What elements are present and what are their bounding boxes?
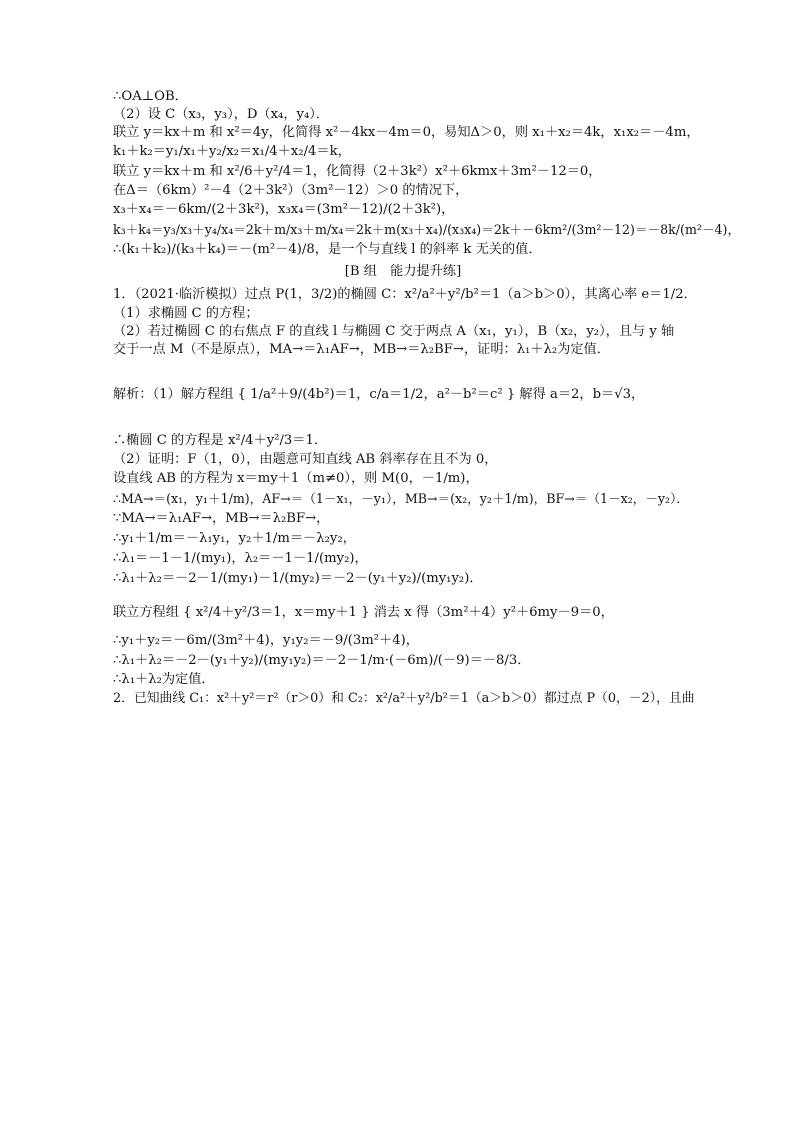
text-line: ∴λ₁＋λ₂＝－2－1/(my₁)－1/(my₂)＝－2－(y₁＋y₂)/(my₁y₂)． xyxy=(113,571,483,586)
text-line: （1）求椭圆 C 的方程； xyxy=(113,306,259,321)
text-line: ∴MA→＝(x₁，y₁＋1/m)，AF→＝（1－x₁，－y₁），MB→＝(x₂，y₂＋1/m)，BF→＝（1－x₂，－y₂）． xyxy=(113,491,689,506)
text-line: ∴OA⊥OB． xyxy=(113,89,188,104)
text-line: 设直线 AB 的方程为 x＝my＋1（m≠0），则 M(0，－1/m)， xyxy=(113,471,479,486)
text-line: （2）设 C（x₃，y₃），D（x₄，y₄）． xyxy=(113,107,330,122)
text-line: 联立方程组 { x²/4＋y²/3＝1，x＝my＋1 } 消去 x 得（3m²＋4）y²＋6my－9＝0， xyxy=(113,605,614,620)
text-line: 交于一点 M（不是原点），MA→＝λ₁AF→，MB→＝λ₂BF→，证明：λ₁＋λ₂为定值． xyxy=(113,342,610,357)
text-line: k₁＋k₂＝y₁/x₁＋y₂/x₂＝x₁/4＋x₂/4＝k， xyxy=(113,144,351,159)
section-title: [B 组 能力提升练] xyxy=(344,264,462,279)
text-line: ∴λ₁＋λ₂为定值． xyxy=(113,672,215,687)
text-line: ∴y₁＋y₂＝－6m/(3m²＋4)，y₁y₂＝－9/(3m²＋4)， xyxy=(113,633,419,648)
text-line: 联立 y＝kx＋m 和 x²/6＋y²/4＝1，化简得（2＋3k²）x²＋6kmx＋3m²－12＝0， xyxy=(113,164,602,179)
text-line: 解析：（1）解方程组 { 1/a²＋9/(4b²)＝1，c/a＝1/2，a²－b²＝c² } 解得 a＝2，b＝√3， xyxy=(113,387,645,402)
text-line: （2）证明：F（1，0），由题意可知直线 AB 斜率存在且不为 0， xyxy=(113,452,498,467)
text-line: ∴椭圆 C 的方程是 x²/4＋y²/3＝1． xyxy=(113,433,328,448)
text-line: ∴(k₁＋k₂)/(k₃＋k₄)＝－(m²－4)/8，是一个与直线 l 的斜率 k 无关的值． xyxy=(113,242,542,257)
text-line: ∵MA→＝λ₁AF→，MB→＝λ₂BF→， xyxy=(113,511,330,526)
document-page xyxy=(113,88,741,709)
problem-statement: 1．（2021·临沂模拟）过点 P(1，3/2)的椭圆 C：x²/a²＋y²/b²＝1（a＞b＞0），其离心率 e＝1/2． xyxy=(113,287,697,302)
text-line: k₃＋k₄＝y₃/x₃＋y₄/x₄＝2k＋m/x₃＋m/x₄＝2k＋m(x₃＋x₄)/(x₃x₄)＝2k＋－6km²/(3m²－12)＝－8k/(m²－4)， xyxy=(113,222,741,237)
text-line: ∴λ₁＋λ₂＝－2－(y₁＋y₂)/(my₁y₂)＝－2－1/m·(－6m)/(－9)＝－8/3． xyxy=(113,653,531,668)
text-line: x₃＋x₄＝－6km/(2＋3k²)，x₃x₄＝(3m²－12)/(2＋3k²)， xyxy=(113,202,455,217)
text-line: 在Δ＝（6km）²－4（2＋3k²）（3m²－12）＞0 的情况下， xyxy=(113,183,469,198)
text-line: （2）若过椭圆 C 的右焦点 F 的直线 l 与椭圆 C 交于两点 A（x₁，y₁），B（x₂，y₂），且与 y 轴 xyxy=(113,324,675,339)
text-line: ∴y₁＋1/m＝－λ₁y₁，y₂＋1/m＝－λ₂y₂， xyxy=(113,531,356,546)
text-line: 联立 y＝kx＋m 和 x²＝4y，化简得 x²－4kx－4m＝0，易知Δ＞0，则 x₁＋x₂＝4k，x₁x₂＝－4m， xyxy=(113,125,700,140)
text-line: ∴λ₁＝－1－1/(my₁)，λ₂＝－1－1/(my₂)， xyxy=(113,551,368,566)
problem-statement: 2．已知曲线 C₁：x²＋y²＝r²（r＞0）和 C₂：x²/a²＋y²/b²＝1（a＞b＞0）都过点 P（0，－2），且曲 xyxy=(113,691,695,706)
